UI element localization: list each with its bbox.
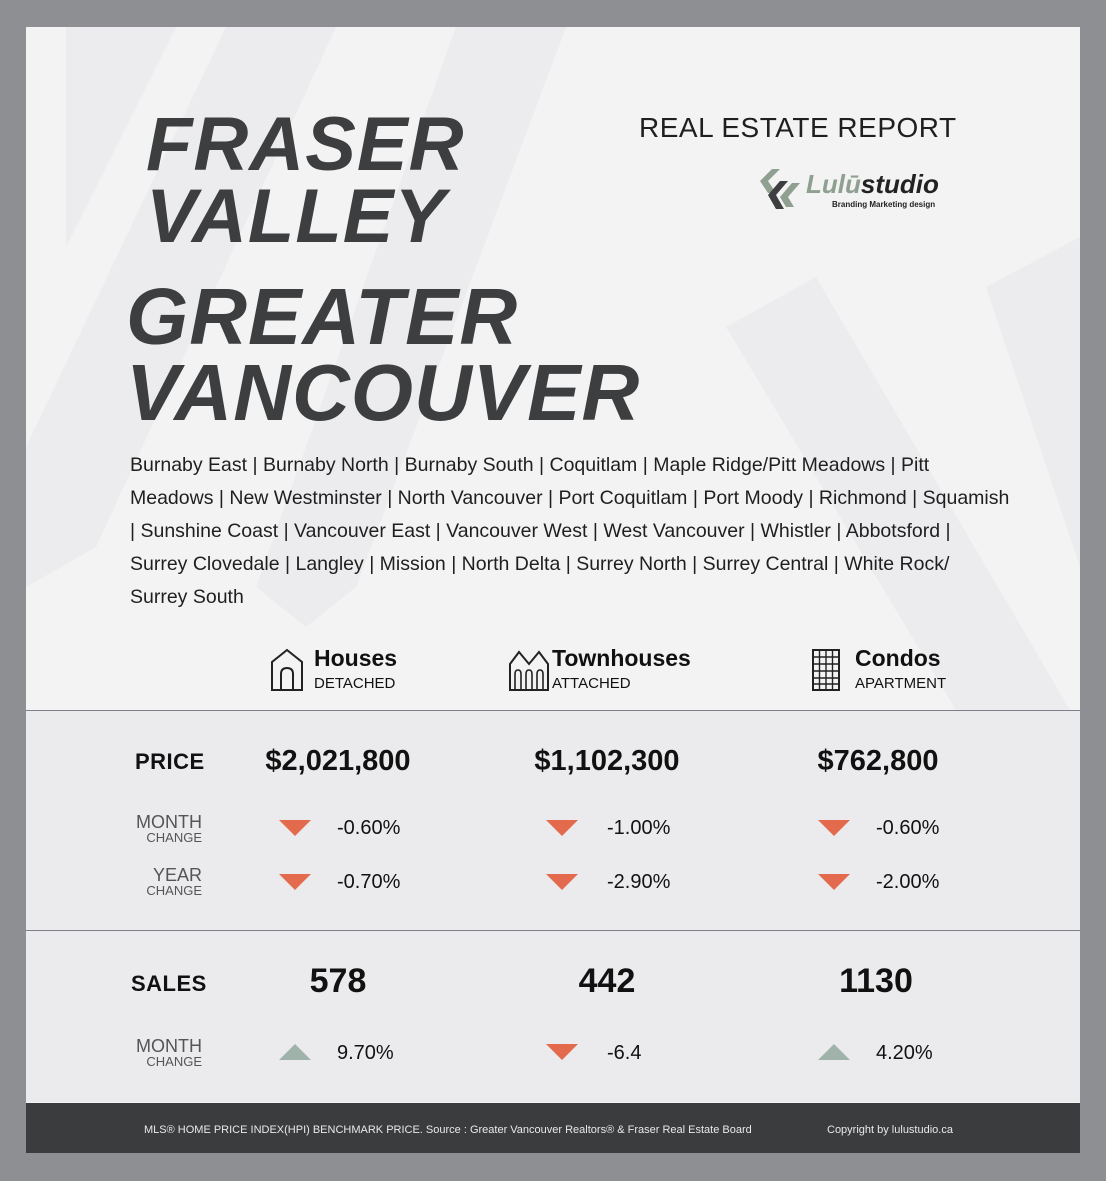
- price-label: PRICE: [135, 749, 205, 774]
- price-houses: $2,021,800: [265, 745, 411, 777]
- category-name: Townhouses: [552, 645, 691, 671]
- sales-condos: 1130: [839, 962, 913, 1000]
- title-line-3: GREATER: [126, 272, 519, 361]
- houses-sales-arrow-icon: [278, 1043, 312, 1061]
- category-name: Houses: [314, 645, 398, 671]
- category-sub: DETACHED: [314, 675, 396, 692]
- report-card: [26, 27, 1080, 1153]
- houses-year-arrow-icon: [278, 873, 312, 891]
- logo-tagline: Branding Marketing design: [832, 200, 936, 209]
- report-label: REAL ESTATE REPORT: [639, 112, 957, 143]
- change-label: CHANGE: [146, 830, 202, 845]
- title-line-4: VANCOUVER: [126, 348, 641, 437]
- title-line-2: VALLEY: [146, 174, 447, 260]
- house-icon: [270, 648, 304, 692]
- logo-name-a: Lulū: [806, 169, 861, 199]
- logo-mark-icon: [754, 167, 802, 213]
- title-fraser-valley: [146, 102, 465, 260]
- townhouses-year-arrow-icon: [545, 873, 579, 891]
- condos-month-change: -0.60%: [876, 817, 940, 839]
- price-month-change-label: [92, 813, 202, 844]
- year-label: YEAR: [152, 865, 202, 885]
- houses-month-arrow-icon: [278, 819, 312, 837]
- price-year-change-label: [92, 866, 202, 897]
- townhouses-month-change: -1.00%: [607, 817, 671, 839]
- arrow-down-shape: [279, 874, 311, 890]
- logo-name-b: studio: [860, 169, 939, 199]
- sales-label: SALES: [131, 971, 207, 996]
- townhouse-icon: [508, 648, 550, 692]
- title-line-1: FRASER: [146, 102, 465, 187]
- townhouses-sales-change: -6.4: [607, 1042, 642, 1064]
- category-sub: ATTACHED: [552, 675, 631, 692]
- month-label: MONTH: [136, 812, 202, 832]
- condos-year-change: -2.00%: [876, 871, 940, 893]
- arrow-down-shape: [546, 1044, 578, 1060]
- houses-sales-change: 9.70%: [337, 1042, 394, 1064]
- apartment-icon: [811, 648, 843, 692]
- sales-houses: 578: [309, 962, 367, 1000]
- footer-source: MLS® HOME PRICE INDEX(HPI) BENCHMARK PRICE. Source : Greater Vancouver Realtors® & Fraser Real Estate Board: [144, 1124, 752, 1136]
- footer-copyright: Copyright by lulustudio.ca: [827, 1124, 953, 1136]
- category-name: Condos: [855, 645, 941, 671]
- sales-month-change-label: [92, 1037, 202, 1068]
- footer-bar: [26, 1103, 1080, 1153]
- arrow-up-shape: [279, 1044, 311, 1060]
- brand-logo: [754, 167, 954, 217]
- townhouses-month-arrow-icon: [545, 819, 579, 837]
- title-greater-vancouver: [126, 272, 641, 437]
- houses-month-change: -0.60%: [337, 817, 401, 839]
- logo-wordmark: [806, 169, 939, 200]
- arrow-down-shape: [546, 820, 578, 836]
- condos-year-arrow-icon: [817, 873, 851, 891]
- change-label: CHANGE: [146, 1054, 202, 1069]
- townhouses-year-change: -2.90%: [607, 871, 671, 893]
- arrow-down-shape: [818, 820, 850, 836]
- price-townhouses: $1,102,300: [534, 745, 680, 777]
- arrow-down-shape: [818, 874, 850, 890]
- arrow-down-shape: [279, 820, 311, 836]
- price-condos: $762,800: [817, 745, 939, 777]
- sales-townhouses: 442: [578, 962, 636, 1000]
- arrow-up-shape: [818, 1044, 850, 1060]
- condos-month-arrow-icon: [817, 819, 851, 837]
- condos-sales-change: 4.20%: [876, 1042, 933, 1064]
- townhouses-sales-arrow-icon: [545, 1043, 579, 1061]
- change-label: CHANGE: [146, 883, 202, 898]
- month-label: MONTH: [136, 1036, 202, 1056]
- arrow-down-shape: [546, 874, 578, 890]
- houses-year-change: -0.70%: [337, 871, 401, 893]
- condos-sales-arrow-icon: [817, 1043, 851, 1061]
- area-list: Burnaby East | Burnaby North | Burnaby South | Coquitlam | Maple Ridge/Pitt Meadows | Pitt Meadows | New Westminster | North Vancouver | Port Coquitlam | Port Moody | Richmond | Squamish | Sunshine Coast | Vancouver East | Vancouver West | West Vancouver | Whistler | Abbotsford | Surrey Clovedale | Langley | Mission | North Delta | Surrey North | Surrey Central | White Rock/ Surrey South: [130, 454, 1010, 608]
- category-sub: APARTMENT: [855, 675, 947, 692]
- sales-panel: [26, 931, 1080, 1102]
